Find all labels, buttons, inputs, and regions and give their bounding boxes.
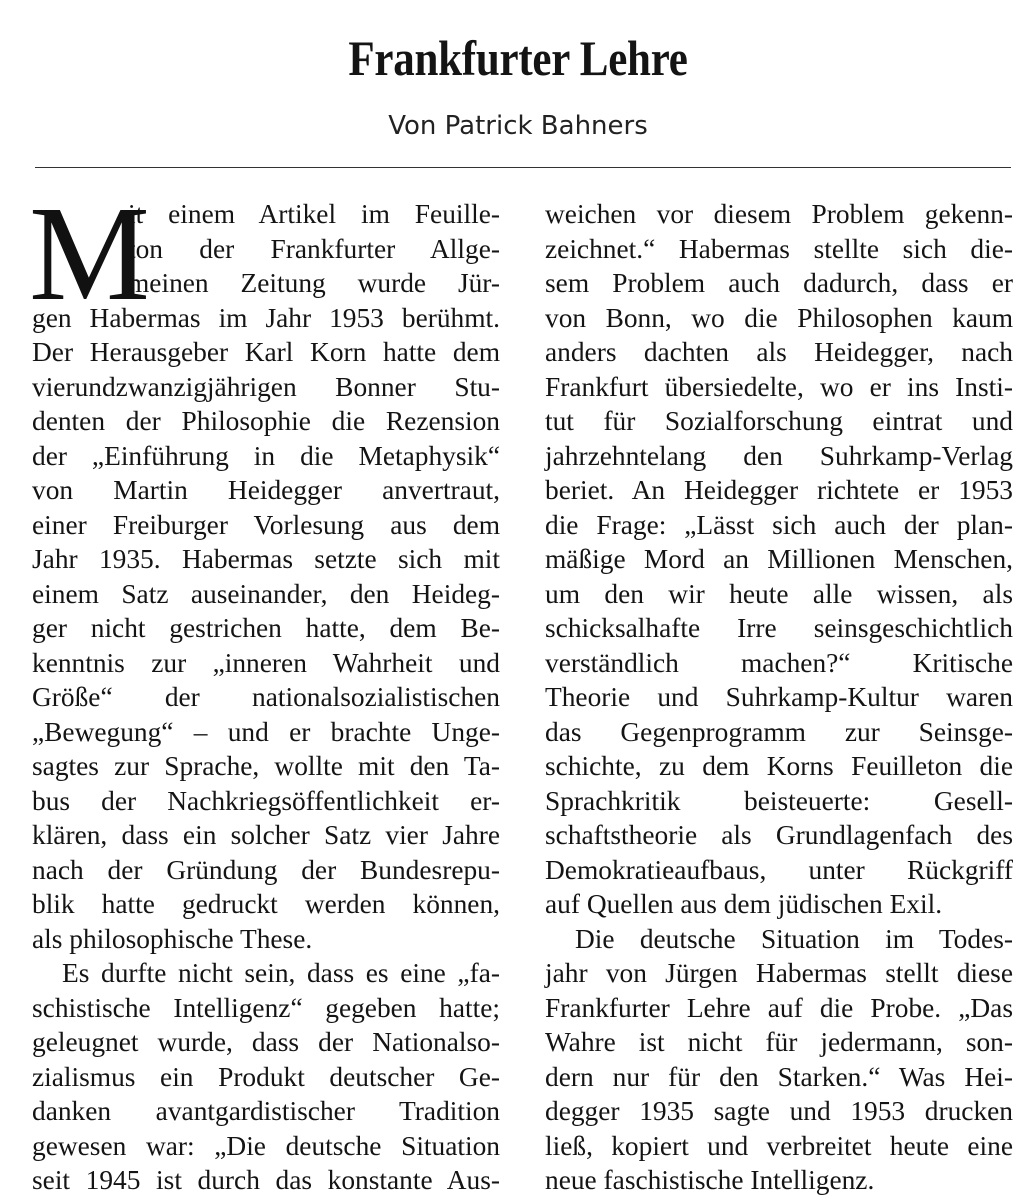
text-line: weichen vor diesem Problem gekenn- bbox=[545, 199, 1013, 229]
text-line: Die deutsche Situation im Todes- bbox=[575, 923, 1013, 954]
article-byline: Von Patrick Bahners bbox=[388, 111, 648, 141]
text-line: Frankfurt übersiedelte, wo er ins Insti- bbox=[545, 371, 1013, 402]
text-line: einem Satz auseinander, den Heideg- bbox=[32, 578, 500, 609]
text-line: ton der Frankfurter Allge- bbox=[128, 233, 500, 264]
article-column-right bbox=[545, 197, 1013, 1198]
text-line: jahrzehntelang den Suhrkamp-Verlag bbox=[545, 440, 1013, 471]
text-line: sagtes zur Sprache, wollte mit den Ta- bbox=[32, 751, 500, 781]
text-line: blik hatte gedruckt werden können, bbox=[32, 889, 500, 919]
text-line: das Gegenprogramm zur Seinsge- bbox=[545, 716, 1013, 747]
text-line: kenntnis zur „inneren Wahrheit und bbox=[32, 647, 500, 678]
article-column-left bbox=[29, 179, 500, 1198]
text-line: geleugnet wurde, dass der Nationalso- bbox=[32, 1027, 500, 1057]
text-line: anders dachten als Heidegger, nach bbox=[545, 337, 1013, 367]
text-line: gen Habermas im Jahr 1953 berühmt. bbox=[32, 302, 500, 333]
text-line: Wahre ist nicht für jedermann, son- bbox=[545, 1027, 1013, 1057]
text-line: meinen Zeitung wurde Jür- bbox=[128, 268, 500, 298]
text-line: von Martin Heidegger anvertraut, bbox=[32, 475, 500, 505]
text-line: Größe“ der nationalsozialistischen bbox=[32, 682, 500, 712]
text-line: vierundzwanzigjährigen Bonner Stu- bbox=[32, 371, 500, 402]
text-line: schistische Intelligenz“ gegeben hatte; bbox=[32, 992, 500, 1023]
text-line: dern nur für den Starken.“ Was Hei- bbox=[545, 1061, 1013, 1092]
text-line: Es durfte nicht sein, dass es eine „fa- bbox=[62, 958, 500, 988]
text-line: schaftstheorie als Grundlagenfach des bbox=[545, 820, 1013, 850]
text-line: von Bonn, wo die Philosophen kaum bbox=[545, 302, 1013, 333]
text-line: schichte, zu dem Korns Feuilleton die bbox=[545, 751, 1013, 781]
text-line: „Bewegung“ – und er brachte Unge- bbox=[32, 716, 500, 747]
drop-cap: M bbox=[29, 179, 150, 329]
text-line: neue faschistische Intelligenz. bbox=[545, 1165, 875, 1195]
text-line: bus der Nachkriegsöffentlichkeit er- bbox=[32, 785, 500, 816]
text-line: der „Einführung in die Metaphysik“ bbox=[32, 440, 500, 471]
text-line: verständlich machen?“ Kritische bbox=[545, 647, 1013, 678]
text-line: Theorie und Suhrkamp-Kultur waren bbox=[545, 682, 1013, 712]
text-line: Sprachkritik beisteuerte: Gesell- bbox=[545, 785, 1013, 816]
text-line: Der Herausgeber Karl Korn hatte dem bbox=[32, 337, 500, 367]
text-line: tut für Sozialforschung eintrat und bbox=[545, 406, 1013, 436]
text-line: als philosophische These. bbox=[32, 923, 313, 954]
text-line: jahr von Jürgen Habermas stellt diese bbox=[545, 958, 1013, 988]
text-line: ließ, kopiert und verbreitet heute eine bbox=[545, 1130, 1013, 1161]
text-line: zialismus ein Produkt deutscher Ge- bbox=[32, 1061, 500, 1092]
text-line: Demokratieaufbaus, unter Rückgriff bbox=[545, 854, 1013, 885]
text-line: nach der Gründung der Bundesrepu- bbox=[32, 854, 500, 885]
text-line: gewesen war: „Die deutsche Situation bbox=[32, 1130, 500, 1161]
text-line: einer Freiburger Vorlesung aus dem bbox=[32, 509, 500, 540]
text-line: Frankfurter Lehre auf die Probe. „Das bbox=[545, 992, 1013, 1023]
text-line: um den wir heute alle wissen, als bbox=[545, 578, 1013, 609]
text-line: it einem Artikel im Feuille- bbox=[128, 199, 500, 229]
text-line: mäßige Mord an Millionen Menschen, bbox=[545, 544, 1013, 574]
text-line: auf Quellen aus dem jüdischen Exil. bbox=[545, 889, 943, 919]
text-line: degger 1935 sagte und 1953 drucken bbox=[545, 1096, 1013, 1126]
text-line: schicksalhafte Irre seinsgeschichtlich bbox=[545, 613, 1013, 643]
text-line: klären, dass ein solcher Satz vier Jahre bbox=[32, 820, 500, 850]
text-line: zeichnet.“ Habermas stellte sich die- bbox=[545, 233, 1013, 264]
text-line: seit 1945 ist durch das konstante Aus- bbox=[32, 1165, 500, 1195]
text-line: beriet. An Heidegger richtete er 1953 bbox=[545, 475, 1013, 505]
text-line: sem Problem auch dadurch, dass er bbox=[545, 268, 1013, 298]
text-line: ger nicht gestrichen hatte, dem Be- bbox=[32, 613, 500, 643]
text-line: danken avantgardistischer Tradition bbox=[32, 1096, 500, 1126]
title-divider bbox=[35, 167, 1011, 168]
article-title: Frankfurter Lehre bbox=[348, 30, 688, 86]
text-line: denten der Philosophie die Rezension bbox=[32, 406, 500, 436]
text-line: Jahr 1935. Habermas setzte sich mit bbox=[32, 544, 500, 574]
text-line: die Frage: „Lässt sich auch der plan- bbox=[545, 509, 1013, 540]
